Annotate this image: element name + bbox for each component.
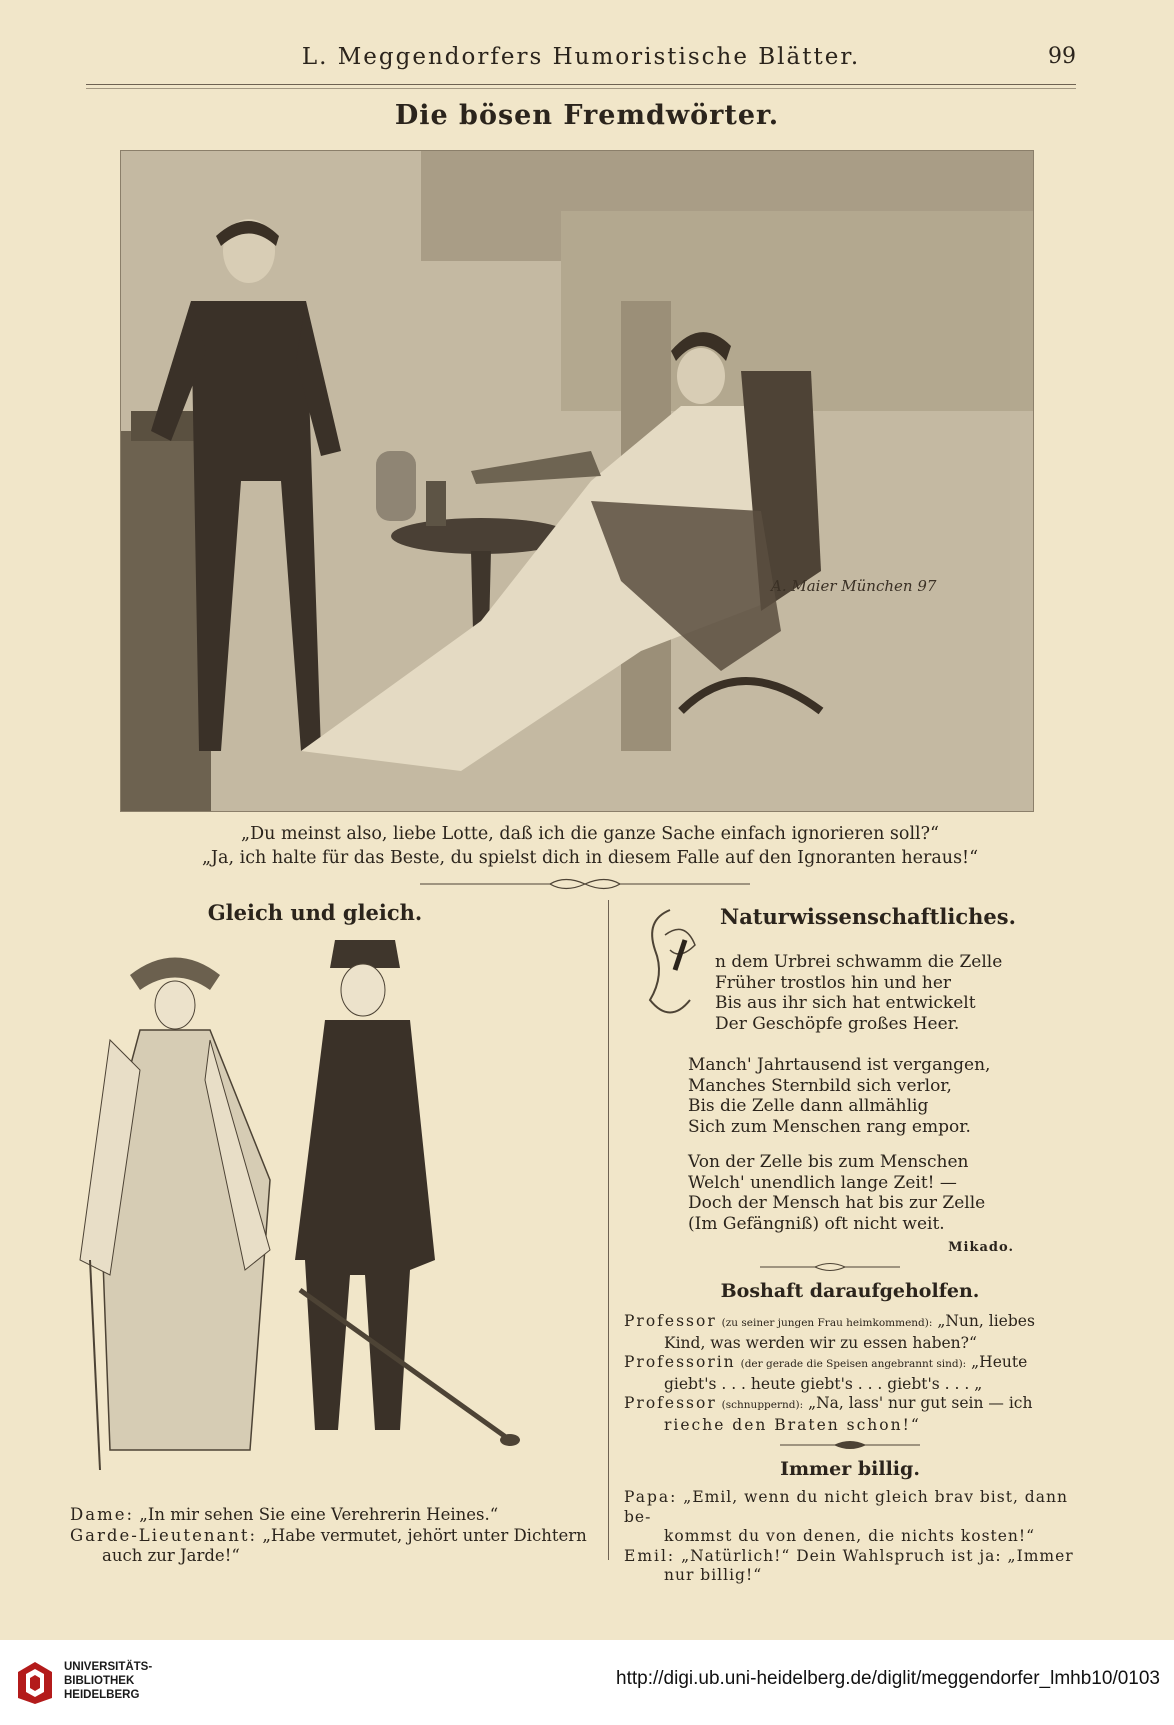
line-text: giebt's . . . heute giebt's . . . giebt's . . . „ — [664, 1374, 983, 1393]
speaker: Papa: — [624, 1488, 678, 1506]
dialogue-gleich — [70, 1505, 600, 1567]
line-text: „In mir sehen Sie eine Verehrerin Heines.“ — [139, 1505, 499, 1524]
line-text: kommst du von denen, die nichts kosten!“ — [664, 1527, 1036, 1545]
header-rule — [86, 84, 1076, 85]
library-name — [64, 1660, 152, 1702]
speaker: Emil: — [624, 1546, 676, 1565]
dialogue-line — [624, 1488, 1082, 1527]
speaker: Professor — [624, 1312, 717, 1330]
stage-note: (zu seiner jungen Frau heimkommend): — [721, 1317, 933, 1329]
speaker: Professor — [624, 1394, 717, 1412]
caption-line: „Ja, ich halte für das Beste, du spielst dich in diesem Falle auf den Ignoranten heraus!“ — [201, 848, 979, 868]
dialogue-line — [624, 1375, 1082, 1395]
poem-stanza: n dem Urbrei schwamm die Zelle Früher trostlos hin und her Bis aus ihr sich hat entwickelt Der Geschöpfe großes Heer. — [715, 952, 1003, 1034]
dialogue-line — [70, 1526, 600, 1547]
line-text: „Emil, wenn du nicht gleich brav bist, dann be- — [624, 1488, 1068, 1526]
dialogue-immer — [624, 1488, 1082, 1586]
illustration-salon — [120, 150, 1034, 812]
illustration-caption — [100, 822, 1080, 870]
mini-ornament — [780, 1440, 920, 1450]
library-name-line: HEIDELBERG — [64, 1689, 140, 1701]
section-title-immer: Immer billig. — [780, 1458, 920, 1480]
section-title-natur: Naturwissenschaftliches. — [720, 904, 1016, 929]
line-text: rieche den Braten schon!“ — [664, 1415, 921, 1434]
salon-drawing — [121, 151, 1033, 811]
dialogue-line — [624, 1312, 1082, 1334]
page-number: 99 — [1048, 44, 1076, 69]
lady-officer-drawing — [70, 930, 600, 1500]
dialogue-line — [70, 1546, 600, 1567]
speaker: Garde-Lieutenant: — [70, 1525, 258, 1545]
stage-note: (der gerade die Speisen angebrannt sind): — [740, 1358, 967, 1370]
poem-stanza: Manch' Jahrtausend ist vergangen, Manches Sternbild sich verlor, Bis die Zelle dann allmählig Sich zum Menschen rang empor. — [688, 1055, 991, 1137]
line-text: „Na, lass' nur gut sein — ich — [808, 1394, 1033, 1412]
stage-note: (schnuppernd): — [721, 1399, 804, 1411]
artist-signature: A. Maier München 97 — [771, 577, 937, 595]
dropcap-ornament — [640, 900, 702, 1030]
line-text: nur billig!“ — [664, 1566, 763, 1584]
line-text: „Habe vermutet, jehört unter Dichtern — [262, 1525, 587, 1545]
dialogue-line — [624, 1527, 1082, 1547]
line-text: „Heute — [971, 1353, 1028, 1371]
poem-author: Mikado. — [948, 1240, 1014, 1255]
line-text: „Nun, liebes — [937, 1312, 1035, 1330]
dialogue-line — [624, 1334, 1082, 1354]
source-url-link[interactable]: http://digi.ub.uni-heidelberg.de/diglit/meggendorfer_lmhb10/0103 — [616, 1668, 1160, 1689]
mini-ornament — [760, 1262, 900, 1272]
dialogue-boshaft — [624, 1312, 1082, 1435]
dialogue-line — [70, 1505, 600, 1526]
caption-line: „Du meinst also, liebe Lotte, daß ich die ganze Sache einfach ignorieren soll?“ — [241, 824, 939, 844]
library-name-line: UNIVERSITÄTS- — [64, 1661, 153, 1673]
header-rule-thin — [86, 88, 1076, 89]
running-header — [86, 44, 1076, 78]
library-logo-icon — [16, 1660, 54, 1706]
article-title: Die bösen Fremdwörter. — [394, 100, 780, 131]
line-text: „Natürlich!“ Dein Wahlspruch ist ja: „Immer — [681, 1546, 1074, 1565]
dialogue-line — [624, 1547, 1082, 1567]
dialogue-line — [624, 1416, 1082, 1436]
section-title-gleich: Gleich und gleich. — [207, 900, 423, 925]
dialogue-line — [624, 1353, 1082, 1375]
section-ornament — [420, 877, 750, 891]
line-text: auch zur Jarde!“ — [102, 1546, 240, 1565]
poem-stanza: Von der Zelle bis zum Menschen Welch' unendlich lange Zeit! — Doch der Mensch hat bis zur Zelle (Im Gefängniß) oft nicht weit. — [688, 1152, 986, 1234]
digitization-footer — [0, 1640, 1174, 1725]
speaker: Dame: — [70, 1505, 135, 1524]
journal-title: L. Meggendorfers Humoristische Blätter. — [301, 44, 861, 70]
illustration-lady-officer — [70, 930, 600, 1500]
dialogue-line — [624, 1566, 1082, 1586]
line-text: Kind, was werden wir zu essen haben?“ — [664, 1333, 977, 1352]
column-divider — [608, 900, 609, 1560]
section-title-boshaft: Boshaft daraufgeholfen. — [720, 1280, 980, 1302]
dialogue-line — [624, 1394, 1082, 1416]
speaker: Professorin — [624, 1353, 736, 1371]
library-name-line: BIBLIOTHEK — [64, 1675, 135, 1687]
